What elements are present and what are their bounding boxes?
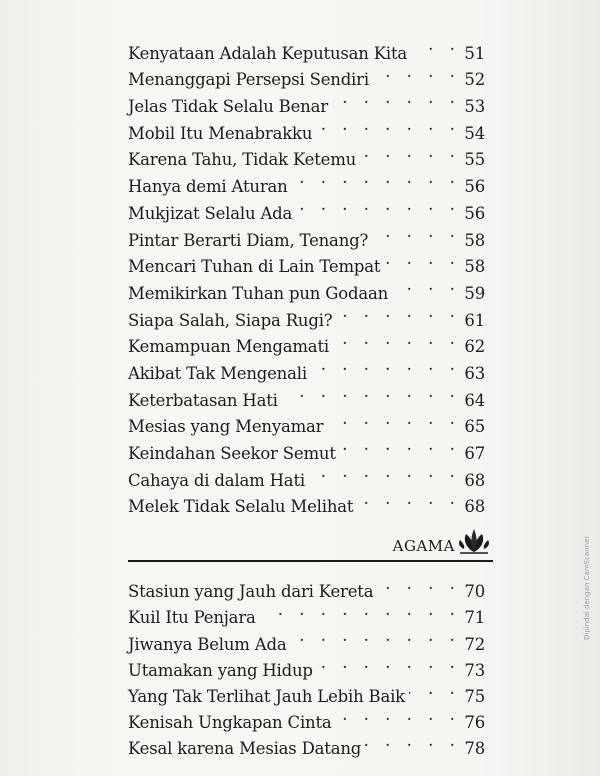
toc-list [128, 32, 485, 517]
toc-entry [128, 32, 485, 63]
dot-leader [332, 85, 460, 112]
toc-section-list [128, 571, 485, 759]
toc-entry-page: 52 [464, 70, 485, 90]
toc-entry-page: 64 [464, 390, 485, 410]
dot-leader [336, 299, 460, 326]
dot-leader [373, 59, 460, 86]
dot-leader [372, 219, 460, 246]
toc-entry-title: Memikirkan Tuhan pun Godaan [128, 283, 389, 303]
toc-entry-title: Stasiun yang Jauh dari Kereta [128, 582, 374, 602]
toc-entry-page: 65 [464, 417, 485, 437]
toc-entry-page: 53 [464, 97, 485, 117]
toc-entry-page: 75 [464, 686, 485, 706]
toc-entry-page: 78 [464, 739, 485, 759]
leaf-ornament-icon [457, 526, 491, 556]
toc-entry-page: 71 [464, 608, 485, 628]
toc-entry-page: 58 [464, 257, 485, 277]
dot-leader [327, 406, 460, 433]
dot-leader [260, 597, 461, 623]
toc-entry-title: Jelas Tidak Selalu Benar [128, 97, 328, 117]
toc-entry-title: Pintar Berarti Diam, Tenang? [128, 230, 369, 250]
toc-entry-title: Siapa Salah, Siapa Rugi? [128, 310, 333, 330]
toc-entry-title: Melek Tidak Selalu Melihat [128, 497, 354, 517]
toc-entry-page: 67 [464, 444, 485, 464]
toc-entry-title: Keindahan Seekor Semut [128, 444, 336, 464]
toc-entry-title: Jiwanya Belum Ada [128, 634, 287, 654]
toc-entry-title: Menanggapi Persepsi Sendiri [128, 70, 369, 90]
dot-leader [384, 246, 460, 273]
dot-leader [290, 623, 460, 649]
dot-leader [316, 112, 460, 139]
dot-leader [411, 32, 460, 59]
dot-leader [409, 676, 460, 702]
toc-entry-page: 73 [464, 660, 485, 680]
dot-leader [282, 379, 461, 406]
toc-entry-page: 72 [464, 634, 485, 654]
toc-entry-title: Cahaya di dalam Hati [128, 470, 305, 490]
toc-entry-page: 76 [464, 713, 485, 733]
toc-entry-title: Kesal karena Mesias Datang [128, 739, 362, 759]
section-divider [128, 560, 493, 562]
toc-entry-title: Kemampuan Mengamati [128, 337, 329, 357]
toc-entry-title: Keterbatasan Hati [128, 390, 278, 410]
dot-leader [377, 571, 460, 597]
toc-entry-page: 68 [464, 470, 485, 490]
dot-leader [317, 650, 461, 676]
toc-entry-title: Utamakan yang Hidup [128, 660, 313, 680]
dot-leader [296, 192, 460, 219]
dot-leader [336, 702, 461, 728]
toc-entry [128, 571, 485, 602]
toc-entry-title: Kenyataan Adalah Keputusan Kita [128, 43, 408, 63]
toc-entry-title: Hanya demi Aturan [128, 177, 288, 197]
toc-entry-page: 59 [464, 283, 485, 303]
dot-leader [309, 459, 460, 486]
toc-entry-page: 58 [464, 230, 485, 250]
dot-leader [365, 728, 460, 754]
dot-leader [392, 272, 460, 299]
toc-entry-page: 68 [464, 497, 485, 517]
toc-entry-page: 56 [464, 177, 485, 197]
toc-entry-title: Kenisah Ungkapan Cinta [128, 713, 332, 733]
dot-leader [311, 352, 460, 379]
section-header [128, 522, 493, 562]
toc-entry-page: 56 [464, 203, 485, 223]
toc-entry-page: 51 [464, 43, 485, 63]
toc-entry-title: Kuil Itu Penjara [128, 608, 256, 628]
dot-leader [333, 326, 460, 353]
toc-entry-page: 61 [464, 310, 485, 330]
toc-entry-title: Mesias yang Menyamar [128, 417, 324, 437]
dot-leader [292, 165, 461, 192]
toc-entry-title: Mukjizat Selalu Ada [128, 203, 293, 223]
toc-entry-title: Yang Tak Terlihat Jauh Lebih Baik [128, 686, 405, 706]
dot-leader [340, 432, 461, 459]
toc-entry-page: 54 [464, 123, 485, 143]
dot-leader [357, 486, 460, 513]
toc-entry-title: Akibat Tak Mengenali [128, 363, 307, 383]
toc-entry-page: 55 [464, 150, 485, 170]
toc-entry-title: Mobil Itu Menabrakku [128, 123, 313, 143]
toc-entry-page: 70 [464, 582, 485, 602]
toc-entry-page: 62 [464, 337, 485, 357]
toc-entry-page: 63 [464, 363, 485, 383]
toc-entry-title: Mencari Tuhan di Lain Tempat [128, 257, 381, 277]
scanner-watermark: Dipindai dengan CamScanner [583, 535, 591, 640]
section-title: AGAMA [392, 537, 455, 555]
dot-leader [360, 139, 460, 166]
toc-entry-title: Karena Tahu, Tidak Ketemu [128, 150, 357, 170]
